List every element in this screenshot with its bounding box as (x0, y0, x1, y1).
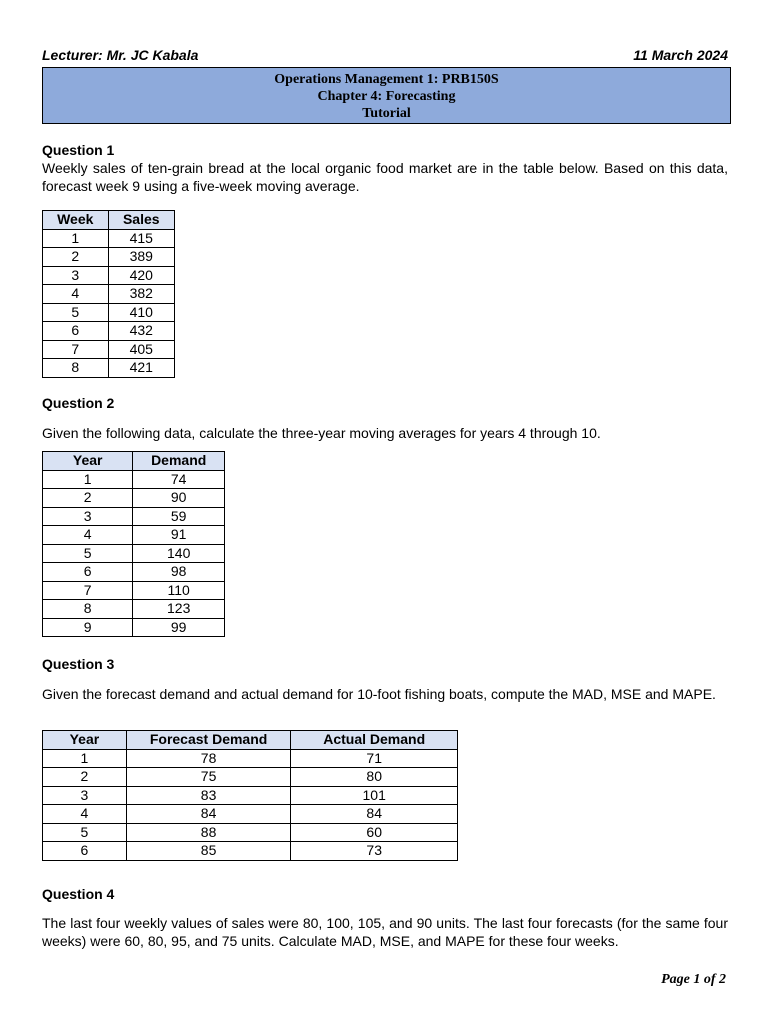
column-header: Demand (133, 452, 225, 471)
table-cell: 432 (108, 322, 175, 341)
table-row (43, 322, 175, 341)
table-cell: 99 (133, 618, 225, 637)
table-cell: 83 (126, 786, 291, 805)
table-cell: 389 (108, 248, 175, 267)
table-row (43, 285, 175, 304)
table-cell: 59 (133, 507, 225, 526)
table-row (43, 600, 225, 619)
table-cell: 4 (43, 526, 133, 545)
column-header: Forecast Demand (126, 731, 291, 750)
chapter-title: Chapter 4: Forecasting (317, 89, 456, 104)
table-header-row (43, 731, 458, 750)
table-row (43, 563, 225, 582)
table-cell: 5 (43, 544, 133, 563)
column-header: Sales (108, 211, 175, 230)
table-header-row (43, 211, 175, 230)
question-3-title: Question 3 (42, 656, 115, 672)
table-cell: 7 (43, 581, 133, 600)
title-box (42, 67, 731, 124)
table-row (43, 489, 225, 508)
question-3-text: Given the forecast demand and actual demand for 10-foot fishing boats, compute the MAD, MSE and MAPE. (42, 686, 716, 702)
table-header-row (43, 452, 225, 471)
table-cell: 3 (43, 786, 127, 805)
table-cell: 98 (133, 563, 225, 582)
table-cell: 4 (43, 285, 109, 304)
table-cell: 5 (43, 303, 109, 322)
table-cell: 5 (43, 823, 127, 842)
column-header: Week (43, 211, 109, 230)
table-cell: 420 (108, 266, 175, 285)
table-cell: 71 (291, 749, 458, 768)
table-row (43, 581, 225, 600)
table-cell: 6 (43, 563, 133, 582)
table-row (43, 229, 175, 248)
table-row (43, 823, 458, 842)
table-row (43, 248, 175, 267)
table-row (43, 842, 458, 861)
table-cell: 75 (126, 768, 291, 787)
table-cell: 2 (43, 248, 109, 267)
table-cell: 3 (43, 266, 109, 285)
question-1-title: Question 1 (42, 142, 115, 158)
table-row (43, 470, 225, 489)
column-header: Actual Demand (291, 731, 458, 750)
table-cell: 9 (43, 618, 133, 637)
page-number: Page 1 of 2 (661, 972, 726, 987)
table-cell: 415 (108, 229, 175, 248)
table-cell: 74 (133, 470, 225, 489)
table-cell: 140 (133, 544, 225, 563)
header-line (42, 46, 728, 64)
table-cell: 60 (291, 823, 458, 842)
table-cell: 382 (108, 285, 175, 304)
table-cell: 8 (43, 600, 133, 619)
tutorial-title: Tutorial (362, 106, 411, 121)
table-row (43, 303, 175, 322)
table-row (43, 749, 458, 768)
column-header: Year (43, 731, 127, 750)
document-date: 11 March 2024 (633, 47, 728, 63)
table-row (43, 340, 175, 359)
table-cell: 1 (43, 229, 109, 248)
table-cell: 101 (291, 786, 458, 805)
table-row (43, 266, 175, 285)
question-4-text: The last four weekly values of sales were 80, 100, 105, and 90 units. The last four forecasts (for the same four weeks) were 60, 80, 95, and 75 units. Calculate MAD, MSE, and MAPE for these four weeks. (42, 915, 728, 949)
table-cell: 123 (133, 600, 225, 619)
table-cell: 91 (133, 526, 225, 545)
table-cell: 4 (43, 805, 127, 824)
question-3-table (42, 730, 458, 861)
table-cell: 2 (43, 768, 127, 787)
table-cell: 405 (108, 340, 175, 359)
table-cell: 6 (43, 842, 127, 861)
table-row (43, 618, 225, 637)
table-cell: 73 (291, 842, 458, 861)
table-cell: 2 (43, 489, 133, 508)
question-1-table (42, 210, 175, 378)
table-cell: 90 (133, 489, 225, 508)
table-row (43, 805, 458, 824)
table-cell: 3 (43, 507, 133, 526)
table-cell: 1 (43, 749, 127, 768)
table-cell: 80 (291, 768, 458, 787)
table-cell: 6 (43, 322, 109, 341)
table-cell: 8 (43, 359, 109, 378)
lecturer-label: Lecturer: Mr. JC Kabala (42, 47, 199, 63)
question-2-title: Question 2 (42, 395, 115, 411)
table-cell: 1 (43, 470, 133, 489)
question-2-table (42, 451, 225, 637)
table-cell: 410 (108, 303, 175, 322)
table-row (43, 768, 458, 787)
table-row (43, 786, 458, 805)
table-cell: 84 (291, 805, 458, 824)
column-header: Year (43, 452, 133, 471)
table-cell: 85 (126, 842, 291, 861)
table-cell: 421 (108, 359, 175, 378)
table-cell: 7 (43, 340, 109, 359)
table-row (43, 544, 225, 563)
course-title: Operations Management 1: PRB150S (274, 72, 499, 87)
table-cell: 78 (126, 749, 291, 768)
table-row (43, 359, 175, 378)
table-cell: 110 (133, 581, 225, 600)
question-2-text: Given the following data, calculate the three-year moving averages for years 4 through 10. (42, 425, 601, 441)
question-4-title: Question 4 (42, 886, 115, 902)
table-cell: 84 (126, 805, 291, 824)
question-1-text: Weekly sales of ten-grain bread at the local organic food market are in the table below. Based on this data, forecast week 9 using a five-week moving average. (42, 160, 728, 194)
table-cell: 88 (126, 823, 291, 842)
table-row (43, 507, 225, 526)
table-row (43, 526, 225, 545)
